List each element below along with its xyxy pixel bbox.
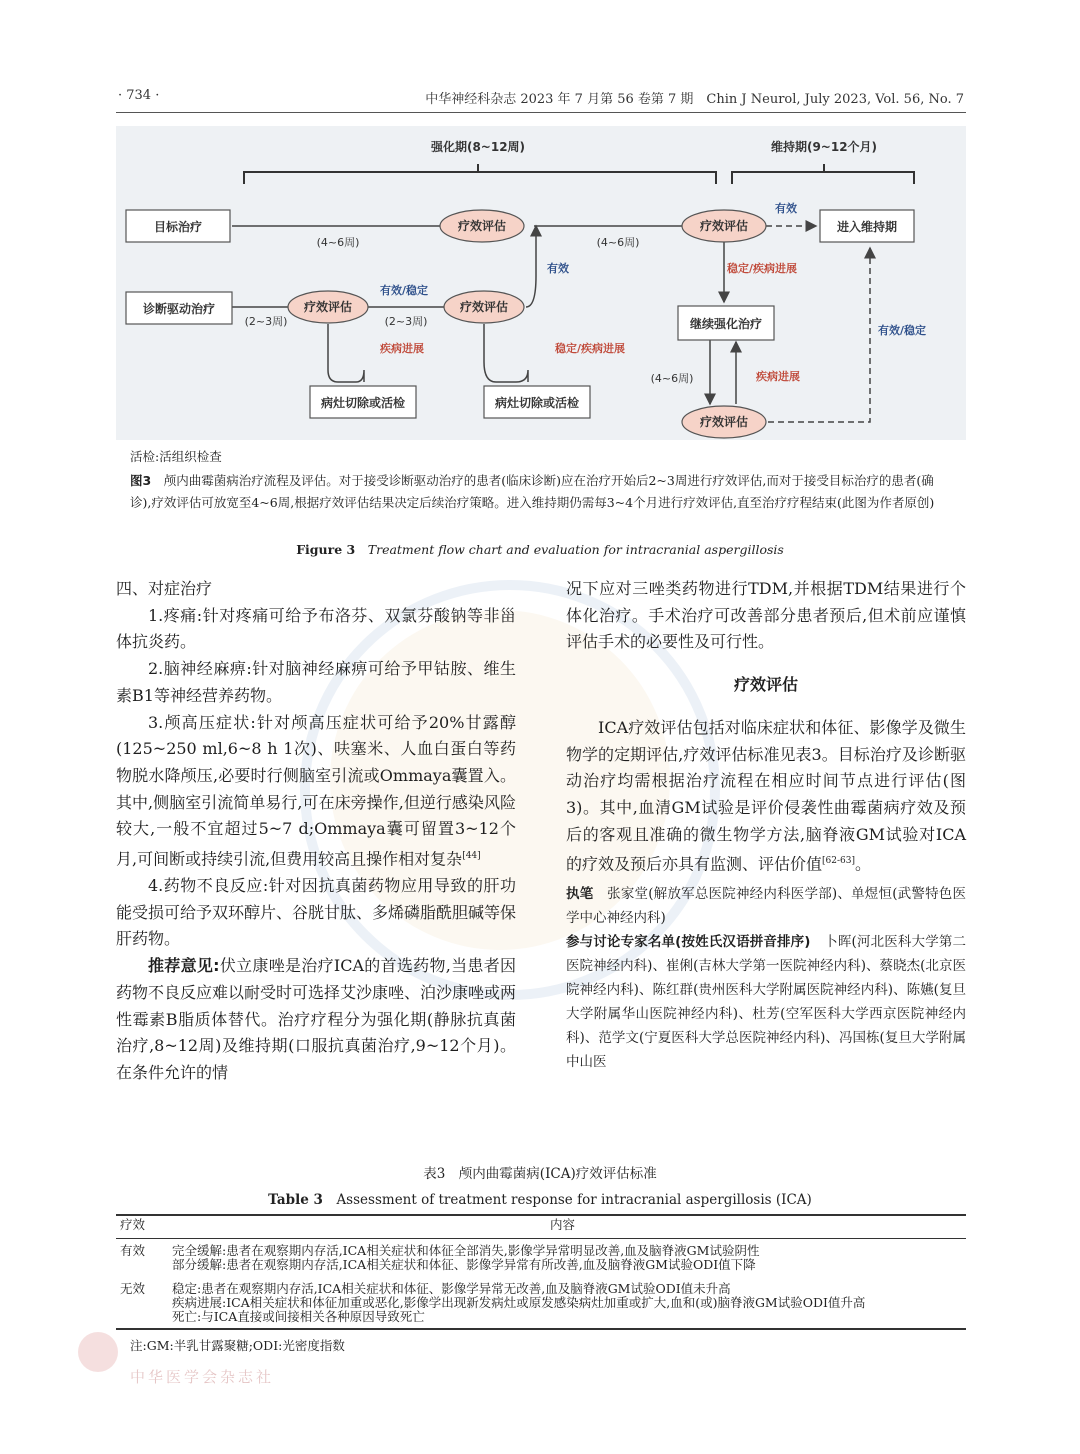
edge-label-effective-stable: 有效/稳定 bbox=[379, 284, 429, 297]
experts-block bbox=[566, 930, 966, 1074]
table-row1-label: 有效 bbox=[120, 1243, 146, 1258]
left-column bbox=[116, 576, 516, 1087]
section-heading-evaluation: 疗效评估 bbox=[733, 675, 798, 695]
flowchart-svg bbox=[116, 126, 966, 440]
authors-block bbox=[566, 882, 966, 930]
table-title-cn: 表3 颅内曲霉菌病(ICA)疗效评估标准 bbox=[423, 1166, 657, 1182]
phase-intensive-brace bbox=[244, 164, 716, 184]
experts-label: 参与讨论专家名单(按姓氏汉语拼音排序) bbox=[566, 934, 811, 951]
figure-caption-en bbox=[0, 540, 1080, 558]
edge-label-effective-stable-right: 有效/稳定 bbox=[877, 324, 927, 337]
paragraph-cranial-nerve: 2.脑神经麻痹:针对脑神经麻痹可给予甲钴胺、维生素B1等神经营养药物。 bbox=[116, 659, 516, 705]
edge-label-weeks-2-3-b: (2~3周) bbox=[384, 315, 428, 328]
flowchart-figure bbox=[116, 126, 966, 440]
figure-note: 活检:活组织检查 bbox=[130, 449, 222, 464]
paragraph-continued: 况下应对三唑类药物进行TDM,并根据TDM结果进行个体化治疗。手术治疗可改善部分患者预后,但术前应谨慎评估手术的必要性及可行性。 bbox=[566, 579, 966, 652]
edge-label-weeks-4-6-c: (4~6周) bbox=[650, 372, 694, 385]
table-header-rule bbox=[116, 1238, 966, 1239]
box-diagnostic-therapy-label: 诊断驱动治疗 bbox=[142, 302, 216, 316]
recommendation-label: 推荐意见: bbox=[148, 956, 220, 976]
eval-node-5-label: 疗效评估 bbox=[699, 415, 749, 429]
table-row2-line1: 稳定:患者在观察期内存活,ICA相关症状和体征、影像学异常无改善,血及脑脊液GM试验ODI值未升高 bbox=[172, 1281, 731, 1296]
table-row1-line2: 部分缓解:患者在观察期内存活,ICA相关症状和体征、影像学异常有所改善,血及脑脊液GM试验ODI值下降 bbox=[172, 1257, 756, 1272]
table-bottom-rule bbox=[116, 1328, 966, 1330]
edge-label-weeks-2-3-a: (2~3周) bbox=[244, 315, 288, 328]
experts-text: 卜晖(河北医科大学第二医院神经内科)、崔俐(吉林大学第一医院神经内科)、蔡晓杰(北京医院神经内科)、陈红群(贵州医科大学附属医院神经内科)、陈嬿(复旦大学附属华山医院神经内科)、杜芳(空军医科大学西京医院神经内科)、范学文(宁夏医科大学总医院神经内科)、冯国栋(复旦大学附属中山医 bbox=[566, 934, 966, 1071]
eval-node-2-label: 疗效评估 bbox=[699, 219, 749, 233]
connector-eval4-eval1 bbox=[526, 226, 536, 307]
phase-maintenance-label: 维持期(9~12个月) bbox=[770, 140, 878, 154]
table-row2-label: 无效 bbox=[120, 1281, 146, 1296]
connector-eval4-resection bbox=[484, 324, 528, 382]
publisher-logo-icon bbox=[78, 1332, 118, 1372]
paragraph-adverse-reactions: 4.药物不良反应:针对因抗真菌药物应用导致的肝功能受损可给予双环醇片、谷胱甘肽、多烯磷脂酰胆碱等保肝药物。 bbox=[116, 876, 517, 949]
table-row1-line1: 完全缓解:患者在观察期内存活,ICA相关症状和体征全部消失,影像学异常明显改善,血及脑脊液GM试验阴性 bbox=[172, 1243, 760, 1258]
edge-label-effective-mid: 有效 bbox=[547, 262, 569, 275]
paragraph-recommendation bbox=[116, 953, 516, 1087]
recommendation-text: 伏立康唑是治疗ICA的首选药物,当患者因药物不良反应难以耐受时可选择艾沙康唑、泊沙康唑或两性霉素B脂质体替代。治疗疗程分为强化期(静脉抗真菌治疗,8~12周)及维持期(口服抗真菌治疗,9~12个月)。在条件允许的情 bbox=[116, 956, 517, 1082]
table-header-effect: 疗效 bbox=[120, 1217, 146, 1232]
figure-caption-text: 颅内曲霉菌病治疗流程及评估。对于接受诊断驱动治疗的患者(临床诊断)应在治疗开始后2~3周进行疗效评估,而对于接受目标治疗的患者(确诊),疗效评估可放宽至4~6周,根据疗效评估结果决定后续治疗策略。进入维持期仍需每3~4个月进行疗效评估,直至治疗疗程结束(此图为作者原创) bbox=[130, 473, 935, 510]
authors-label: 执笔 bbox=[566, 886, 594, 903]
phase-maintenance-brace bbox=[732, 164, 914, 184]
edge-label-weeks-4-6-a: (4~6周) bbox=[316, 236, 360, 249]
edge-label-stable-progress-mid: 稳定/疾病进展 bbox=[554, 342, 626, 355]
header-rule bbox=[116, 112, 966, 113]
edge-label-progress-left: 疾病进展 bbox=[380, 342, 424, 355]
table-row2-line2: 疾病进展:ICA相关症状和体征加重或恶化,影像学出现新发病灶或原发感染病灶加重或扩大,血和(或)脑脊液GM试验ODI值升高 bbox=[172, 1295, 866, 1310]
page-number: · 734 · bbox=[118, 88, 160, 103]
table-header-content: 内容 bbox=[550, 1217, 576, 1232]
paragraph-icp-text: 3.颅高压症状:针对颅高压症状可给予20%甘露醇(125~250 ml,6~8 h 1次)、呋塞米、人血白蛋白等药物脱水降颅压,必要时行侧脑室引流或Ommaya囊置入。其中,侧脑室引流简单易行,可在床旁操作,但逆行感染风险较大,一般不宜超过5~7 d;Ommaya囊可留置3~12个月,可间断或持续引流,但费用较高且操作相对复杂 bbox=[116, 712, 516, 869]
box-resection-2-label: 病灶切除或活检 bbox=[494, 396, 580, 410]
edge-label-progress-right: 疾病进展 bbox=[756, 370, 800, 383]
box-target-therapy-label: 目标治疗 bbox=[153, 220, 203, 234]
section-heading-symptomatic: 四、对症治疗 bbox=[116, 579, 213, 598]
paragraph-evaluation: ICA疗效评估包括对临床症状和体征、影像学及微生物学的定期评估,疗效评估标准见表3。目标治疗及诊断驱动治疗均需根据治疗流程在相应时间节点进行评估(图3)。其中,血清GM试验是评价侵袭性曲霉菌病疗效及预后的客观且准确的微生物学方法,脑脊液GM试验对ICA的疗效及预后亦具有监测、评估价值[62-63]。 bbox=[566, 717, 966, 874]
box-enter-maintenance-label: 进入维持期 bbox=[836, 220, 898, 234]
figure-caption bbox=[130, 470, 950, 514]
authors-text: 张家堂(解放军总医院神经内科医学部)、单煜恒(武警特色医学中心神经内科) bbox=[566, 886, 967, 927]
box-resection-1-label: 病灶切除或活检 bbox=[320, 396, 406, 410]
table-title-en bbox=[0, 1188, 1080, 1208]
connector-eval3-resection bbox=[328, 324, 364, 382]
paragraph-pain: 1.疼痛:针对疼痛可给予布洛芬、双氯芬酸钠等非甾体抗炎药。 bbox=[116, 605, 516, 652]
phase-intensive-label: 强化期(8~12周) bbox=[430, 140, 526, 154]
eval-node-4-label: 疗效评估 bbox=[459, 300, 509, 314]
paragraph-intracranial-pressure bbox=[116, 710, 516, 874]
citation-44: [44] bbox=[462, 851, 481, 862]
edge-label-stable-progress-right: 稳定/疾病进展 bbox=[726, 262, 798, 275]
table-top-rule bbox=[116, 1214, 966, 1216]
journal-header: 中华神经科杂志 2023 年 7 月第 56 卷第 7 期 Chin J Neurol, July 2023, Vol. 56, No. 7 bbox=[425, 92, 964, 107]
table-title-en-label: Table 3 bbox=[268, 1192, 323, 1208]
figure-caption-en-text: Treatment flow chart and evaluation for intracranial aspergillosis bbox=[367, 542, 784, 557]
box-continue-intensive-label: 继续强化治疗 bbox=[689, 317, 763, 331]
right-column bbox=[566, 576, 966, 1074]
eval-node-1-label: 疗效评估 bbox=[457, 219, 507, 233]
eval-node-3-label: 疗效评估 bbox=[303, 300, 353, 314]
figure-caption-en-label: Figure 3 bbox=[296, 542, 356, 557]
table-title-en-text: Assessment of treatment response for intracranial aspergillosis (ICA) bbox=[336, 1192, 812, 1208]
edge-label-weeks-4-6-b: (4~6周) bbox=[596, 236, 640, 249]
edge-label-effective-top: 有效 bbox=[775, 202, 797, 215]
table-footnote: 注:GM:半乳甘露聚糖;ODI:光密度指数 bbox=[130, 1338, 345, 1353]
publisher-name: 中华医学会杂志社 bbox=[130, 1368, 275, 1386]
paragraph-evaluation-text: ICA疗效评估包括对临床症状和体征、影像学及微生物学的定期评估,疗效评估标准见表3。目标治疗及诊断驱动治疗均需根据治疗流程在相应时间节点进行评估(图3)。其中,血清GM试验是评价侵袭性曲霉菌病疗效及预后的客观且准确的微生物学方法,脑脊液GM试验对ICA的疗效及预后亦具有监测、评估价值 bbox=[566, 717, 966, 874]
table-row2-line3: 死亡:与ICA直接或间接相关各种原因导致死亡 bbox=[172, 1309, 425, 1324]
citation-62-63: [62-63] bbox=[822, 856, 855, 867]
figure-caption-label: 图3 bbox=[130, 473, 152, 488]
